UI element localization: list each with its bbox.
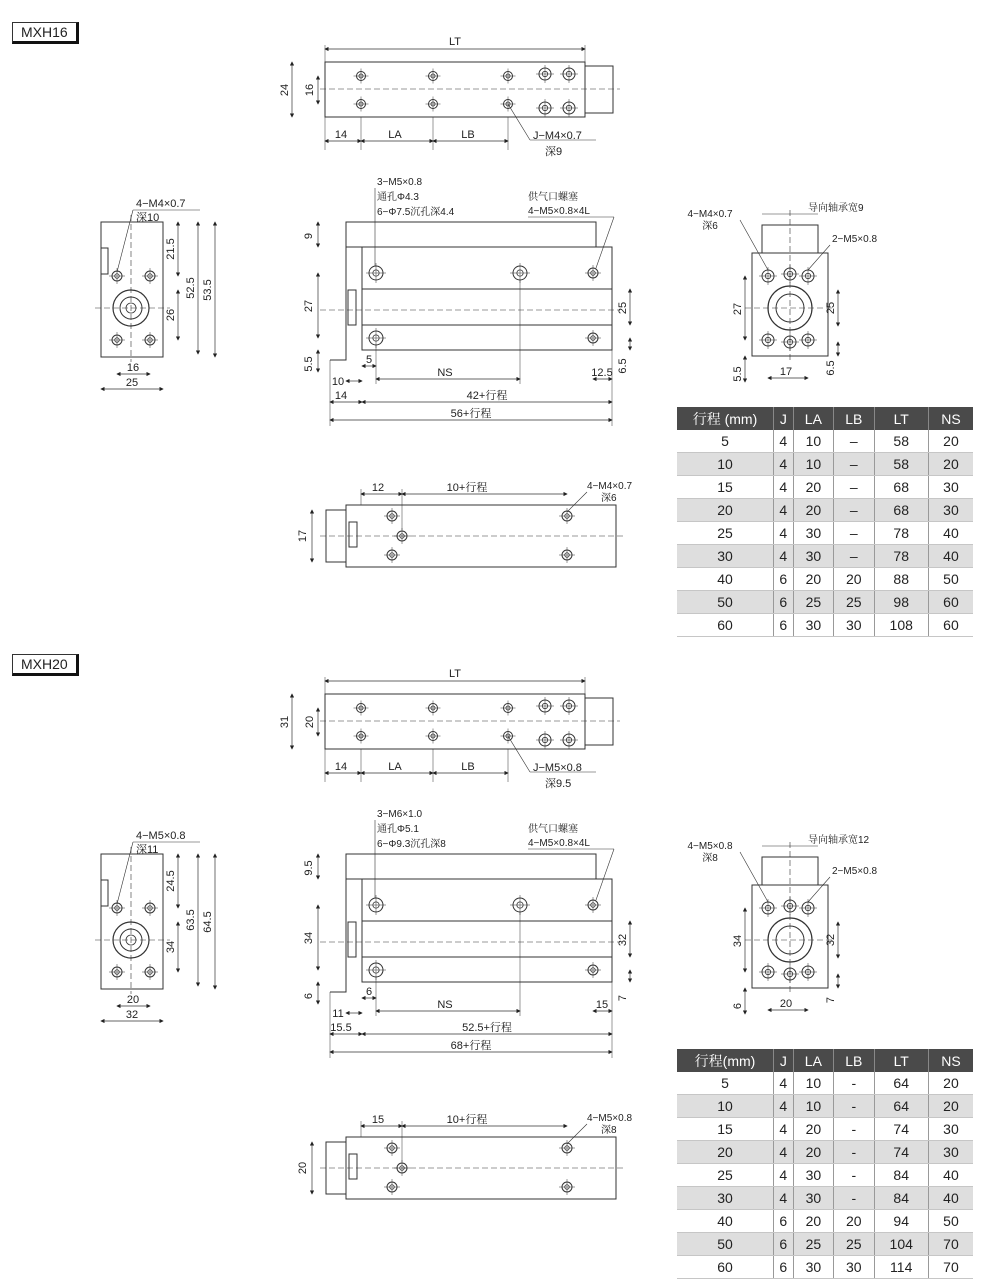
- table-cell: 5: [677, 430, 774, 453]
- dimension-label: 52.5+行程: [462, 1022, 512, 1034]
- side-view: [95, 830, 215, 1021]
- table-cell: 70: [928, 1233, 973, 1256]
- table-cell: 6: [774, 1233, 794, 1256]
- dimension-label: 15.5: [330, 1022, 352, 1034]
- table-cell: 58: [874, 430, 928, 453]
- dimension-label: 25: [125, 377, 139, 389]
- table-cell: -: [834, 1187, 874, 1210]
- front-view-table: [346, 222, 596, 247]
- dimension-label: 10: [331, 376, 345, 388]
- table-cell: 20: [677, 1141, 774, 1164]
- line: [567, 1124, 587, 1144]
- dimension-label: 63.5: [185, 909, 197, 931]
- table-cell: 25: [677, 1164, 774, 1187]
- line: [808, 877, 830, 902]
- table-cell: 64: [874, 1095, 928, 1118]
- table-cell: 40: [928, 545, 973, 568]
- dimension-label: 21.5: [165, 238, 177, 260]
- table-cell: 30: [793, 1256, 833, 1279]
- line: [508, 104, 530, 140]
- thread-note: 通孔Φ4.3: [377, 192, 419, 203]
- table-cell: 40: [677, 1210, 774, 1233]
- bottom-view: [297, 480, 632, 567]
- port-note: 供气口螺塞: [528, 824, 578, 835]
- thread-note: 4−M5×0.8: [687, 841, 733, 852]
- table-cell: 4: [774, 499, 794, 522]
- dimension-label: 12: [371, 482, 385, 494]
- thread-note: J−M4×0.7: [533, 130, 582, 142]
- top-view-end-block: [585, 698, 613, 745]
- dimension-label: 24: [279, 83, 291, 97]
- table-cell: 30: [928, 476, 973, 499]
- table-cell: 84: [874, 1164, 928, 1187]
- line: [596, 217, 614, 268]
- front-view-body: [362, 879, 612, 982]
- table-cell: 20: [793, 1210, 833, 1233]
- dimension-label: 31: [279, 715, 291, 729]
- table-cell: 40: [928, 522, 973, 545]
- table-cell: 30: [928, 499, 973, 522]
- table-header-cell: LT: [874, 407, 928, 430]
- thread-note: 4−M4×0.7: [136, 198, 186, 210]
- dimension-label: 9.5: [303, 860, 315, 876]
- thread-note: 4−M4×0.7: [587, 481, 633, 492]
- thread-note: 通孔Φ5.1: [377, 824, 419, 835]
- top-view-end-block: [585, 66, 613, 113]
- table-cell: 20: [793, 476, 833, 499]
- dimension-label: 32: [825, 933, 837, 947]
- table-cell: 30: [793, 545, 833, 568]
- table-cell: 20: [834, 568, 874, 591]
- dimension-label: NS: [437, 367, 453, 379]
- dimension-label: 16: [304, 83, 316, 97]
- table-cell: 60: [928, 591, 973, 614]
- mxh16-drawings: [95, 36, 877, 567]
- table-cell: 30: [677, 545, 774, 568]
- table-cell: 20: [928, 1072, 973, 1095]
- dimension-label: 56+行程: [450, 408, 492, 420]
- table-cell: 78: [874, 545, 928, 568]
- dimension-label: 10+行程: [446, 1114, 488, 1126]
- table-cell: 25: [793, 591, 833, 614]
- table-cell: 10: [793, 1095, 833, 1118]
- side-view-tab: [101, 880, 108, 906]
- dimension-label: 27: [732, 302, 744, 316]
- table-cell: 20: [928, 1095, 973, 1118]
- front-view-rail: [362, 289, 612, 325]
- front-view: [303, 177, 630, 426]
- table-cell: 68: [874, 499, 928, 522]
- table-cell: 64: [874, 1072, 928, 1095]
- dimension-label: 34: [732, 934, 744, 948]
- table-cell: 114: [874, 1256, 928, 1279]
- table-cell: 70: [928, 1256, 973, 1279]
- table-header-cell: NS: [928, 407, 973, 430]
- table-cell: 94: [874, 1210, 928, 1233]
- thread-note: 2−M5×0.8: [832, 866, 878, 877]
- dimension-label: 20: [297, 1161, 309, 1175]
- table-cell: 84: [874, 1187, 928, 1210]
- dimension-label: 25: [825, 301, 837, 315]
- table-cell: 4: [774, 522, 794, 545]
- thread-note: 深6: [601, 493, 617, 504]
- table-cell: 30: [793, 1164, 833, 1187]
- table-cell: 4: [774, 430, 794, 453]
- port-note: 4−M5×0.8×4L: [528, 838, 590, 849]
- line: [808, 245, 830, 270]
- dimension-label: 14: [334, 129, 348, 141]
- table-cell: -: [834, 1072, 874, 1095]
- table-cell: 50: [928, 1210, 973, 1233]
- table-cell: 88: [874, 568, 928, 591]
- table-cell: 6: [774, 568, 794, 591]
- table-header-cell: J: [774, 407, 794, 430]
- dimension-label: LT: [448, 36, 462, 48]
- dimension-label: 15: [371, 1114, 385, 1126]
- table-cell: –: [834, 522, 874, 545]
- thread-note: 深9.5: [545, 778, 572, 790]
- table-cell: 98: [874, 591, 928, 614]
- dimension-label: 20: [126, 994, 140, 1006]
- thread-note: 深6: [702, 221, 718, 232]
- dimension-label: 17: [779, 366, 793, 378]
- table-cell: 104: [874, 1233, 928, 1256]
- guide-note: 导向轴承宽12: [808, 835, 870, 846]
- table-cell: 50: [928, 568, 973, 591]
- front-view-stopper: [348, 922, 356, 957]
- front-view-endplate: [330, 247, 346, 360]
- thread-note: 3−M6×1.0: [377, 809, 423, 820]
- table-cell: 4: [774, 1095, 794, 1118]
- table-cell: –: [834, 453, 874, 476]
- table-cell: 30: [834, 1256, 874, 1279]
- front-view-stopper: [348, 290, 356, 325]
- line: [596, 849, 614, 900]
- dimension-label: 14: [334, 390, 348, 402]
- dimension-label: 6: [303, 992, 315, 1000]
- table-cell: –: [834, 430, 874, 453]
- dimension-label: 11: [332, 1008, 344, 1020]
- table-cell: 4: [774, 1187, 794, 1210]
- table-cell: 15: [677, 1118, 774, 1141]
- bottom-view-tab: [349, 522, 357, 547]
- table-cell: 60: [677, 614, 774, 637]
- table-cell: 10: [793, 430, 833, 453]
- dimension-label: 14: [334, 761, 348, 773]
- table-cell: 4: [774, 1118, 794, 1141]
- dimension-label: 53.5: [202, 279, 214, 301]
- thread-note: 3−M5×0.8: [377, 177, 423, 188]
- dimension-label: 6.5: [617, 358, 629, 374]
- dimension-label: 20: [304, 715, 316, 729]
- top-view-body: [325, 694, 585, 749]
- table-cell: 10: [677, 453, 774, 476]
- dimension-label: 34: [303, 931, 315, 945]
- dimension-label: 42+行程: [466, 390, 508, 402]
- guide-note: 导向轴承宽9: [808, 203, 864, 214]
- thread-note: 6−Φ9.3沉孔深8: [377, 839, 446, 850]
- end-view: [687, 201, 877, 382]
- dimension-label: 16: [126, 362, 140, 374]
- table-cell: 10: [793, 453, 833, 476]
- dimension-label: LA: [388, 129, 402, 141]
- thread-note: 4−M4×0.7: [687, 209, 733, 220]
- table-cell: 108: [874, 614, 928, 637]
- table-cell: -: [834, 1141, 874, 1164]
- table-cell: 5: [677, 1072, 774, 1095]
- dimension-label: 9: [303, 232, 315, 240]
- table-cell: 6: [774, 1256, 794, 1279]
- dimension-label: 64.5: [202, 911, 214, 933]
- table-cell: 40: [677, 568, 774, 591]
- table-cell: 6: [774, 614, 794, 637]
- dimension-label: 52.5: [185, 277, 197, 299]
- table-cell: 4: [774, 1072, 794, 1095]
- thread-note: J−M5×0.8: [533, 762, 582, 774]
- dimension-label: 34: [165, 940, 177, 954]
- dimension-label: 6.5: [825, 360, 837, 376]
- dimension-label: 12.5: [591, 367, 613, 379]
- thread-note: 2−M5×0.8: [832, 234, 878, 245]
- dimension-label: 20: [779, 998, 793, 1010]
- dimension-label: 27: [303, 299, 315, 313]
- dimension-label: 15: [595, 999, 609, 1011]
- front-view-table: [346, 854, 596, 879]
- table-cell: 30: [834, 614, 874, 637]
- dimension-label: 25: [617, 301, 629, 315]
- table-cell: 20: [793, 499, 833, 522]
- line: [508, 736, 530, 772]
- thread-note: 6−Φ7.5沉孔深4.4: [377, 207, 455, 218]
- table-cell: 20: [834, 1210, 874, 1233]
- mxh20-drawings: [95, 668, 877, 1199]
- model-tag-mxh16: MXH16: [12, 22, 79, 44]
- dimension-label: 6: [732, 1002, 744, 1010]
- table-cell: 6: [774, 591, 794, 614]
- table-cell: 50: [677, 1233, 774, 1256]
- dimension-label: 7: [617, 994, 629, 1002]
- thread-note: 深8: [702, 853, 718, 864]
- table-header-cell: J: [774, 1049, 794, 1072]
- table-cell: 30: [677, 1187, 774, 1210]
- table-cell: 60: [928, 614, 973, 637]
- thread-note: 深9: [545, 146, 563, 158]
- table-cell: 20: [677, 499, 774, 522]
- line: [740, 220, 768, 270]
- table-cell: 68: [874, 476, 928, 499]
- table-cell: 40: [928, 1187, 973, 1210]
- port-note: 4−M5×0.8×4L: [528, 206, 590, 217]
- table-cell: 20: [793, 568, 833, 591]
- table-cell: 74: [874, 1118, 928, 1141]
- table-cell: –: [834, 545, 874, 568]
- thread-note: 深10: [136, 212, 160, 224]
- table-cell: 20: [793, 1141, 833, 1164]
- dimension-label: 32: [617, 933, 629, 947]
- table-cell: –: [834, 476, 874, 499]
- table-cell: 30: [928, 1118, 973, 1141]
- front-view-body: [362, 247, 612, 350]
- table-cell: 4: [774, 1164, 794, 1187]
- table-cell: 30: [793, 1187, 833, 1210]
- table-cell: 20: [928, 453, 973, 476]
- bottom-view: [297, 1112, 632, 1199]
- table-cell: 58: [874, 453, 928, 476]
- table-cell: 10: [793, 1072, 833, 1095]
- line: [117, 842, 133, 904]
- table-header-cell: LA: [793, 407, 833, 430]
- dimension-label: 5.5: [732, 366, 744, 382]
- thread-note: 深8: [601, 1125, 617, 1136]
- table-cell: 25: [834, 1233, 874, 1256]
- table-cell: 4: [774, 545, 794, 568]
- table-cell: 74: [874, 1141, 928, 1164]
- front-view-rail: [362, 921, 612, 957]
- table-header-cell: 行程(mm): [677, 1049, 774, 1072]
- dimension-label: LA: [388, 761, 402, 773]
- table-cell: 4: [774, 1141, 794, 1164]
- table-header-cell: NS: [928, 1049, 973, 1072]
- front-view-endplate: [330, 879, 346, 992]
- table-cell: 40: [928, 1164, 973, 1187]
- table-cell: 60: [677, 1256, 774, 1279]
- line: [567, 492, 587, 512]
- bottom-view-tab: [349, 1154, 357, 1179]
- table-cell: 30: [793, 614, 833, 637]
- table-cell: 4: [774, 476, 794, 499]
- dimension-label: 32: [125, 1009, 139, 1021]
- table-cell: 20: [793, 1118, 833, 1141]
- table-cell: –: [834, 499, 874, 522]
- dimension-label: 24.5: [165, 870, 177, 892]
- table-cell: 4: [774, 453, 794, 476]
- dimension-label: 26: [165, 308, 177, 322]
- dimension-label: 6: [365, 986, 373, 998]
- top-view: [279, 36, 620, 158]
- dimension-label: 17: [297, 529, 309, 543]
- dimension-label: LT: [448, 668, 462, 680]
- top-view: [279, 668, 620, 790]
- table-header-cell: 行程 (mm): [677, 407, 774, 430]
- dimension-label: 68+行程: [450, 1040, 492, 1052]
- line: [117, 210, 133, 272]
- port-note: 供气口螺塞: [528, 192, 578, 203]
- table-cell: -: [834, 1095, 874, 1118]
- table-header-cell: LT: [874, 1049, 928, 1072]
- thread-note: 4−M5×0.8: [136, 830, 186, 842]
- table-cell: 20: [928, 430, 973, 453]
- side-view: [95, 198, 215, 389]
- table-cell: 25: [793, 1233, 833, 1256]
- dimension-label: LB: [461, 129, 475, 141]
- dimension-label: NS: [437, 999, 453, 1011]
- side-view-tab: [101, 248, 108, 274]
- dimension-label: LB: [461, 761, 475, 773]
- table-cell: 10: [677, 1095, 774, 1118]
- table-header-cell: LB: [834, 1049, 874, 1072]
- model-tag-mxh20: MXH20: [12, 654, 79, 676]
- table-cell: 30: [928, 1141, 973, 1164]
- table-cell: 25: [834, 591, 874, 614]
- table-cell: 30: [793, 522, 833, 545]
- dimension-label: 7: [825, 996, 837, 1004]
- end-view: [687, 833, 877, 1014]
- table-cell: 6: [774, 1210, 794, 1233]
- table-cell: 50: [677, 591, 774, 614]
- thread-note: 深11: [136, 844, 159, 856]
- line: [740, 852, 768, 902]
- table-header-cell: LA: [793, 1049, 833, 1072]
- table-cell: -: [834, 1164, 874, 1187]
- table-cell: 25: [677, 522, 774, 545]
- top-view-body: [325, 62, 585, 117]
- table-cell: -: [834, 1118, 874, 1141]
- dimension-label: 5.5: [303, 356, 315, 372]
- table-header-cell: LB: [834, 407, 874, 430]
- table-cell: 78: [874, 522, 928, 545]
- front-view: [303, 809, 630, 1058]
- table-cell: 15: [677, 476, 774, 499]
- dimension-label: 5: [365, 354, 373, 366]
- thread-note: 4−M5×0.8: [587, 1113, 633, 1124]
- dimension-label: 10+行程: [446, 482, 488, 494]
